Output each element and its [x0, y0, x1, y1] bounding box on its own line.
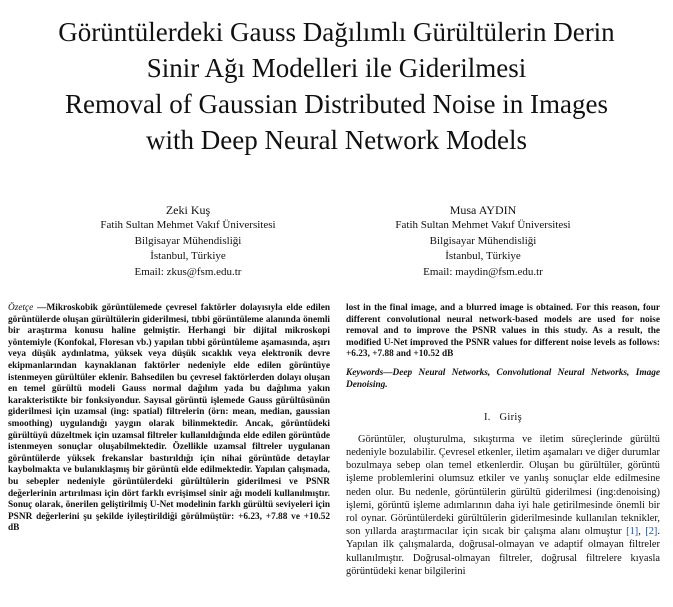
- section-title: Giriş: [499, 412, 522, 424]
- right-column: [346, 303, 660, 578]
- author-name: Musa AYDIN: [449, 203, 517, 217]
- author-email[interactable]: Email: maydin@fsm.edu.tr: [423, 265, 543, 278]
- author-location: İstanbul, Türkiye: [445, 250, 521, 263]
- abstract-text: —Mikroskobik görüntülemede çevresel faktörler dolayısıyla elde edilen görüntülerde oluşan gürültülerin giderilmesi, tıbbi görüntüleme alanında önemli bir araştırma konusu haline gelmiştir. Herhangi bir dijital mikroskopi yöntemiyle (Konfokal, Floresan vb.) yapılan tıbbi görüntüleme aşamasında, aşırı veya düşük aydınlatma, yüksek veya düşük sıcaklık veya elektronik devre ekipmanlarından kaynaklanan faktörler nedeniyle elde edilen görüntüye istenmeyen gürültüler eklenir. Bahsedilen bu çevresel faktörlerden dolayı oluşan en temel gürültü modeli Gauss normal dağılım yada bu dağılıma yakın karakteristikte bir fonksiyondur. Sayısal görüntü işlemede Gauss gürültüsünün giderilmesi için uzamsal (ing: spatial) filtrelerin (örn: mean, median, gaussian smoothing) uygulandığı yaygın olarak bilinmektedir. Ancak, görüntüdeki gürültüyü düzeltmek için uzamsal filtreler kullanıldığında elde edilen görüntüde istenmeyen sonuçlar oluşabilmektedir. Özellikle uzamsal filtreler uygulanan görüntülerde yüksek frekanslar bastırıldığı için nihai görüntüde detaylar kaybolmakta ve bulanıklaşmış bir görüntü elde edilmektedir. Yapılan çalışmada, bu sebepler nedeniyle görüntülerdeki gürültülerin giderilmesi ve PSNR değerlerinin artırılması için dört farklı evrişimsel sinir ağı modeli kullanılmıştır. Sonuç olarak, önerilen geliştirilmiş U-Net modelinin farklı gürültü seviyeleri için PSNR değerlerini şu şekilde iyileştirildiği görülmüştür: +6.23, +7.88 ve +10.52 dB: [8, 303, 330, 534]
- author-department: Bilgisayar Mühendisliği: [134, 234, 242, 247]
- paper-title: [0, 14, 673, 158]
- left-column: [8, 303, 330, 535]
- title-en-line-1: Removal of Gaussian Distributed Noise in Images: [65, 89, 608, 119]
- intro-separator: ,: [638, 526, 646, 538]
- author-department: Bilgisayar Mühendisliği: [429, 234, 537, 247]
- keywords-label: Keywords: [346, 367, 384, 378]
- abstract-en-continued: lost in the final image, and a blurred image is obtained. For this reason, four different convolutional neural network-based models are used for noise removal and to improve the PSNR values in this study. As a result, the modified U-Net improved the PSNR values for different noise levels as follows: +6.23, +7.88 and +10.52 dB: [346, 303, 660, 360]
- keywords-text: —Deep Neural Networks, Convolutional Neural Networks, Image Denoising.: [346, 367, 660, 390]
- author-block-2: [333, 202, 633, 280]
- author-email[interactable]: Email: zkus@fsm.edu.tr: [134, 265, 242, 278]
- citation-link-2[interactable]: [2]: [645, 526, 658, 538]
- intro-paragraph: [346, 433, 660, 578]
- abstract-tr: [8, 303, 330, 535]
- title-tr-line-2: Sinir Ağı Modelleri ile Giderilmesi: [146, 53, 527, 83]
- intro-text-2: . Yapılan ilk çalışmalarda, doğrusal-olmayan ve adaptif olmayan filtreler kullanılmıştır. Doğrusal-olmayan filtreler, doğrusal filtrelere kıyasla görüntüdeki kenar bilgilerini: [346, 526, 660, 577]
- title-tr-line-1: Görüntülerdeki Gauss Dağılımlı Gürültülerin Derin: [58, 17, 615, 47]
- author-affiliation: Fatih Sultan Mehmet Vakıf Üniversitesi: [395, 219, 571, 231]
- intro-text-1: Görüntüler, oluşturulma, sıkıştırma ve iletim süreçlerinde gürültü nedeniyle bozulabilir. Çevresel etkenler, iletim aşamaları ve diğer durumlar bozulmaya sebep olan temel etkenlerdir. Oluşan bu gürültüler, görüntü işleme problemlerini olumsuz etkiler ve yanlış sonuçlar elde edilmesine neden olur. Bu nedenle, görüntülerin gürültü giderilmesi (ing:denoising) işlemi, görüntü işleme adımlarının daha iyi hale getirilmesinde önemli bir rol oynar. Görüntülerdeki gürültülerin giderilmesinde kullanılan teknikler, son yıllarda araştırmacılar için sıcak bir çalışma alanı olmuştur: [346, 433, 660, 538]
- section-heading: [346, 412, 660, 424]
- author-affiliation: Fatih Sultan Mehmet Vakıf Üniversitesi: [100, 219, 276, 231]
- title-en-line-2: with Deep Neural Network Models: [146, 125, 527, 155]
- author-name: Zeki Kuş: [165, 203, 211, 217]
- section-number: I.: [483, 412, 491, 424]
- keywords: [346, 368, 660, 391]
- abstract-label: Özetçe: [8, 303, 34, 313]
- author-block-1: [38, 202, 338, 280]
- author-location: İstanbul, Türkiye: [150, 250, 226, 263]
- citation-link-1[interactable]: [1]: [626, 526, 639, 538]
